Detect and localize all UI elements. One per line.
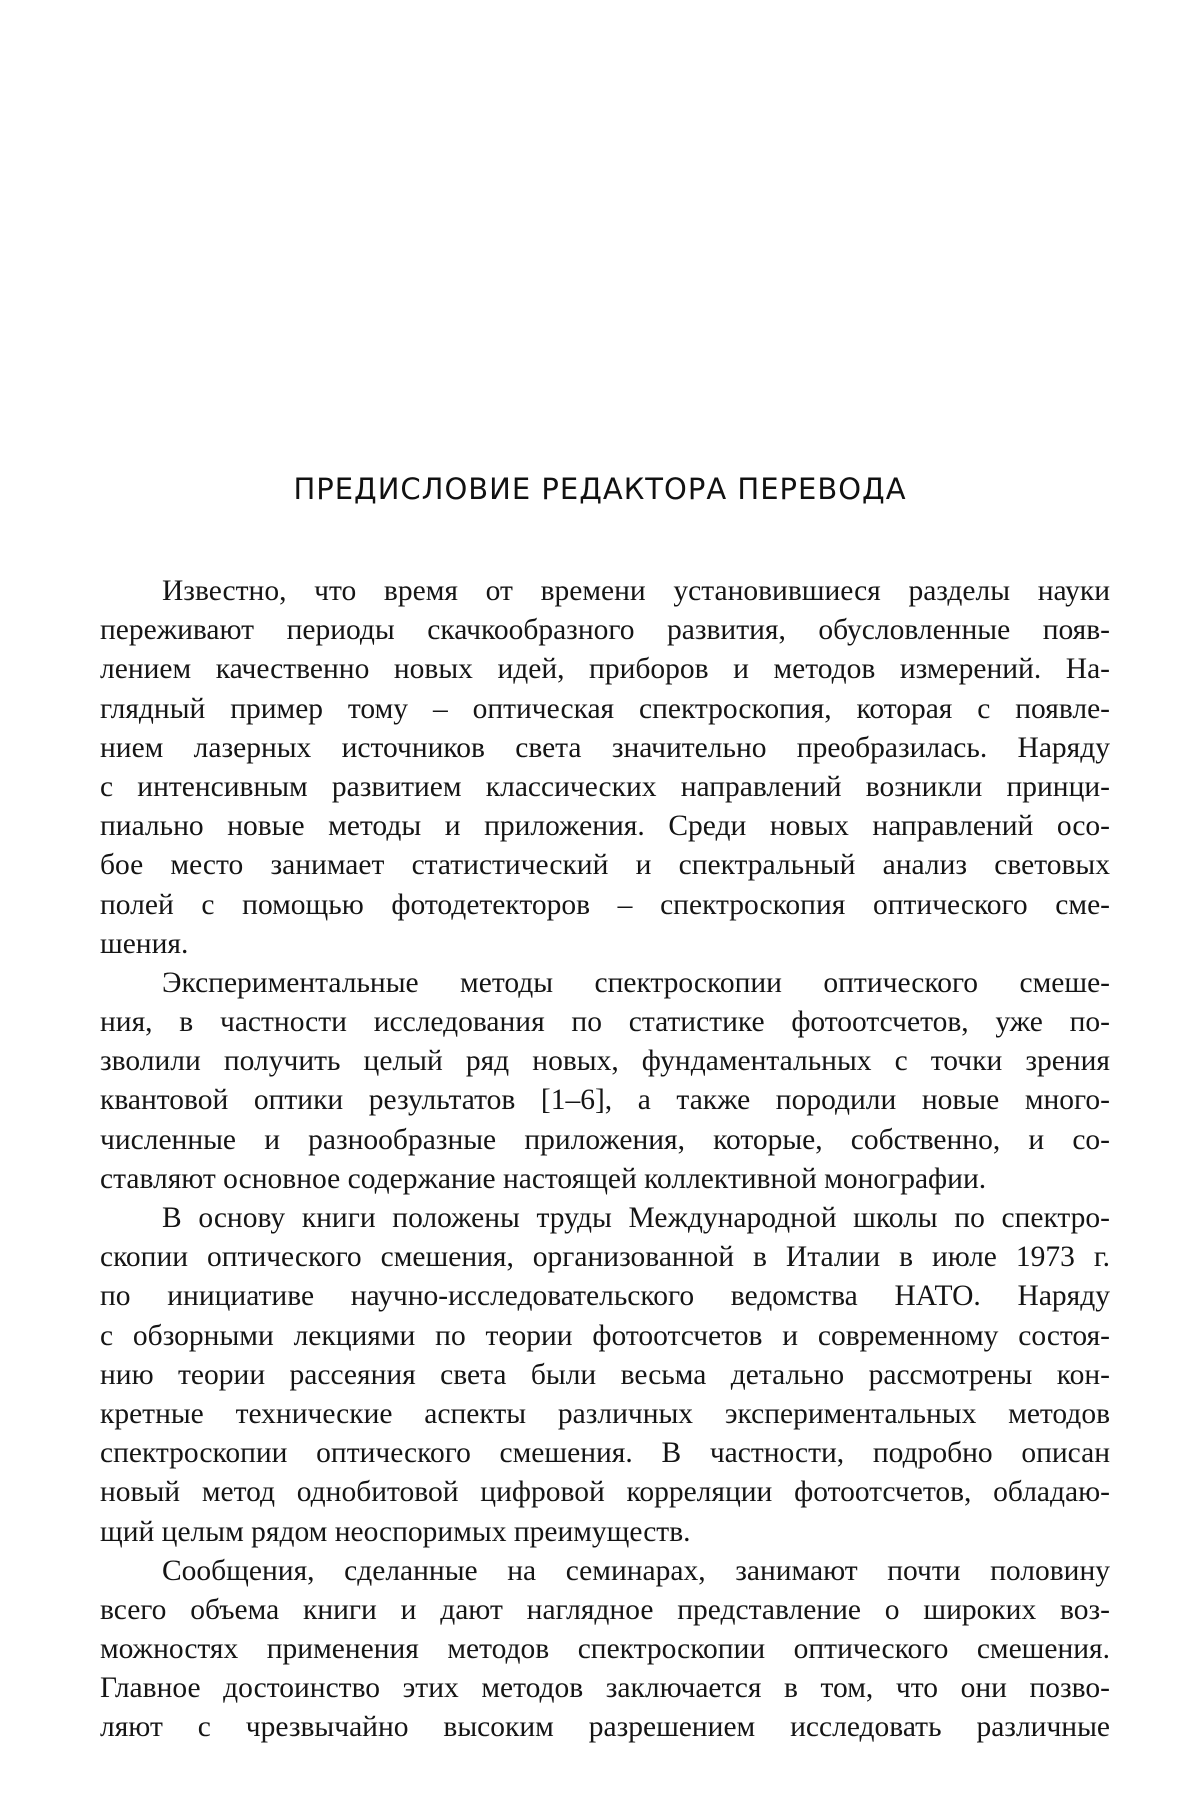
text-line: лением качественно новых идей, приборов и методов измерений. На- (100, 653, 1110, 686)
text-line: новый метод однобитовой цифровой корреляции фотоотсчетов, обладаю- (100, 1476, 1110, 1509)
text-line: ляют с чрезвычайно высоким разрешением исследовать различные (100, 1711, 1110, 1744)
text-line: нием лазерных источников света значительно преобразилась. Наряду (100, 731, 1110, 764)
text-line: щий целым рядом неоспоримых преимуществ. (100, 1515, 691, 1548)
text-line: можностях применения методов спектроскопии оптического смешения. (100, 1633, 1110, 1666)
text-line: Известно, что время от времени установившиеся разделы науки (162, 575, 1110, 607)
text-line: спектроскопии оптического смешения. В частности, подробно описан (100, 1437, 1110, 1470)
text-line: Главное достоинство этих методов заключается в том, что они позво- (100, 1672, 1110, 1705)
text-line: численные и разнообразные приложения, которые, собственно, и со- (100, 1123, 1110, 1156)
text-line: бое место занимает статистический и спектральный анализ световых (100, 849, 1110, 882)
text-line: нию теории рассеяния света были весьма детально рассмотрены кон- (100, 1358, 1110, 1391)
text-line: пиально новые методы и приложения. Среди новых направлений осо- (100, 810, 1110, 843)
body-text (100, 572, 1110, 1748)
text-line: ставляют основное содержание настоящей коллективной монографии. (100, 1162, 987, 1195)
text-line: В основу книги положены труды Международной школы по спектро- (162, 1202, 1110, 1234)
text-line: кретные технические аспекты различных экспериментальных методов (100, 1397, 1110, 1430)
text-line: шения. (100, 927, 189, 960)
text-line: зволили получить целый ряд новых, фундаментальных с точки зрения (100, 1045, 1110, 1078)
text-line: Сообщения, сделанные на семинарах, занимают почти половину (162, 1554, 1110, 1587)
text-line: по инициативе научно-исследовательского ведомства НАТО. Наряду (100, 1280, 1110, 1313)
text-line: переживают периоды скачкообразного развития, обусловленные появ- (100, 614, 1110, 647)
text-line: с обзорными лекциями по теории фотоотсчетов и современному состоя- (100, 1319, 1110, 1352)
text-line: Экспериментальные методы спектроскопии оптического смеше- (162, 966, 1110, 999)
text-line: ния, в частности исследования по статистике фотоотсчетов, уже по- (100, 1006, 1110, 1039)
text-line: полей с помощью фотодетекторов – спектроскопия оптического сме- (100, 888, 1110, 921)
text-line: скопии оптического смешения, организованной в Италии в июле 1973 г. (100, 1241, 1110, 1274)
text-line: квантовой оптики результатов [1–6], а также породили новые много- (100, 1084, 1110, 1117)
section-heading: ПРЕДИСЛОВИЕ РЕДАКТОРА ПЕРЕВОДА (293, 472, 907, 506)
text-line: глядный пример тому – оптическая спектроскопия, которая с появле- (100, 692, 1110, 725)
text-line: всего объема книги и дают наглядное представление о широких воз- (100, 1593, 1110, 1626)
text-line: с интенсивным развитием классических направлений возникли принци- (100, 770, 1110, 803)
